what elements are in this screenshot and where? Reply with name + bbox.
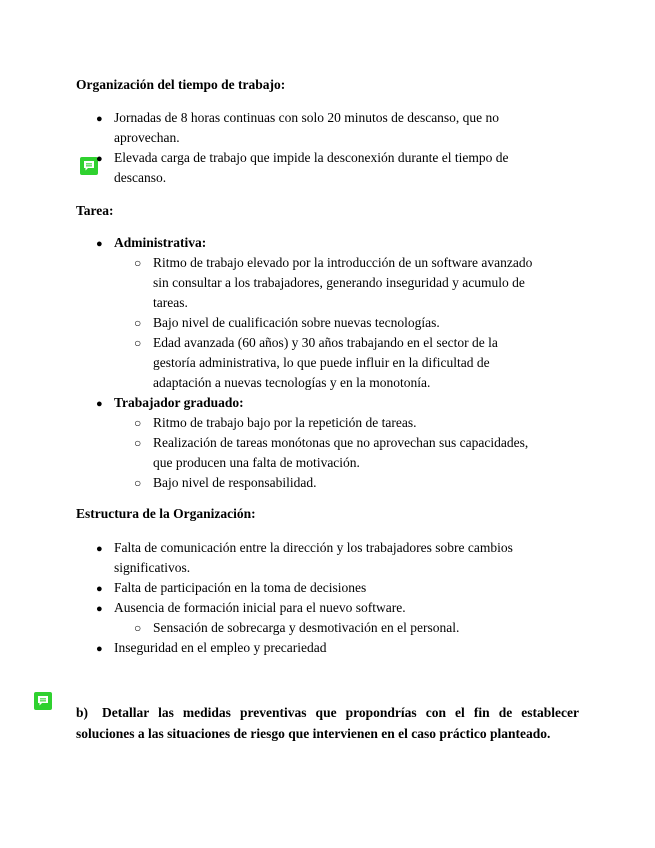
- comment-icon[interactable]: [34, 692, 52, 710]
- sub-list-item: Realización de tareas monótonas que no aprovechan sus capacidades, que producen una falta de motivación.: [153, 435, 529, 470]
- bullet-hollow: ○: [134, 621, 142, 635]
- question-label: b): [76, 705, 89, 720]
- bullet-filled: ●: [96, 603, 103, 615]
- sub-list-item: Ritmo de trabajo elevado por la introducción de un software avanzado sin consultar a los trabajadores, generando inseguridad y acumulo de tareas.: [153, 255, 533, 310]
- list-item: Jornadas de 8 horas continuas con solo 20 minutos de descanso, que no aprovechan.: [114, 110, 500, 145]
- bullet-filled: ●: [96, 238, 103, 250]
- sub-list-item: Sensación de sobrecarga y desmotivación en el personal.: [153, 620, 460, 635]
- sub-list-item: Ritmo de trabajo bajo por la repetición de tareas.: [153, 415, 417, 430]
- sub-list-item: Bajo nivel de responsabilidad.: [153, 475, 317, 490]
- bullet-hollow: ○: [134, 316, 142, 330]
- bullet-hollow: ○: [134, 416, 142, 430]
- bullet-filled: ●: [96, 398, 103, 410]
- question-text: Detallar las medidas preventivas que propondrías con el fin de establecer soluciones a las situaciones de riesgo que intervienen en el caso práctico planteado.: [76, 705, 579, 741]
- bullet-hollow: ○: [134, 436, 142, 450]
- heading-organizacion-tiempo: Organización del tiempo de trabajo:: [76, 77, 286, 92]
- bullet-hollow: ○: [134, 476, 142, 490]
- bullet-filled: ●: [96, 153, 103, 165]
- sub-list-item: Edad avanzada (60 años) y 30 años trabajando en el sector de la gestoría administrativa, lo que puede influir en la dificultad de adaptación a nuevas tecnologías y en la monotonía.: [153, 335, 498, 390]
- list-item-graduado: Trabajador graduado:: [114, 395, 244, 410]
- list-item: Falta de participación en la toma de decisiones: [114, 580, 367, 595]
- bullet-hollow: ○: [134, 256, 142, 270]
- heading-estructura: Estructura de la Organización:: [76, 506, 256, 521]
- list-item: Elevada carga de trabajo que impide la desconexión durante el tiempo de descanso.: [114, 150, 509, 185]
- list-item: Inseguridad en el empleo y precariedad: [114, 640, 327, 655]
- list-item: Falta de comunicación entre la dirección y los trabajadores sobre cambios significativos.: [114, 540, 513, 575]
- bullet-hollow: ○: [134, 336, 142, 350]
- question-b: [76, 702, 579, 744]
- bullet-filled: ●: [96, 583, 103, 595]
- heading-tarea: Tarea:: [76, 203, 114, 218]
- list-item: Ausencia de formación inicial para el nuevo software.: [114, 600, 406, 615]
- bullet-filled: ●: [96, 643, 103, 655]
- bullet-filled: ●: [96, 543, 103, 555]
- list-item-administrativa: Administrativa:: [114, 235, 207, 250]
- bullet-filled: ●: [96, 113, 103, 125]
- sub-list-item: Bajo nivel de cualificación sobre nuevas tecnologías.: [153, 315, 440, 330]
